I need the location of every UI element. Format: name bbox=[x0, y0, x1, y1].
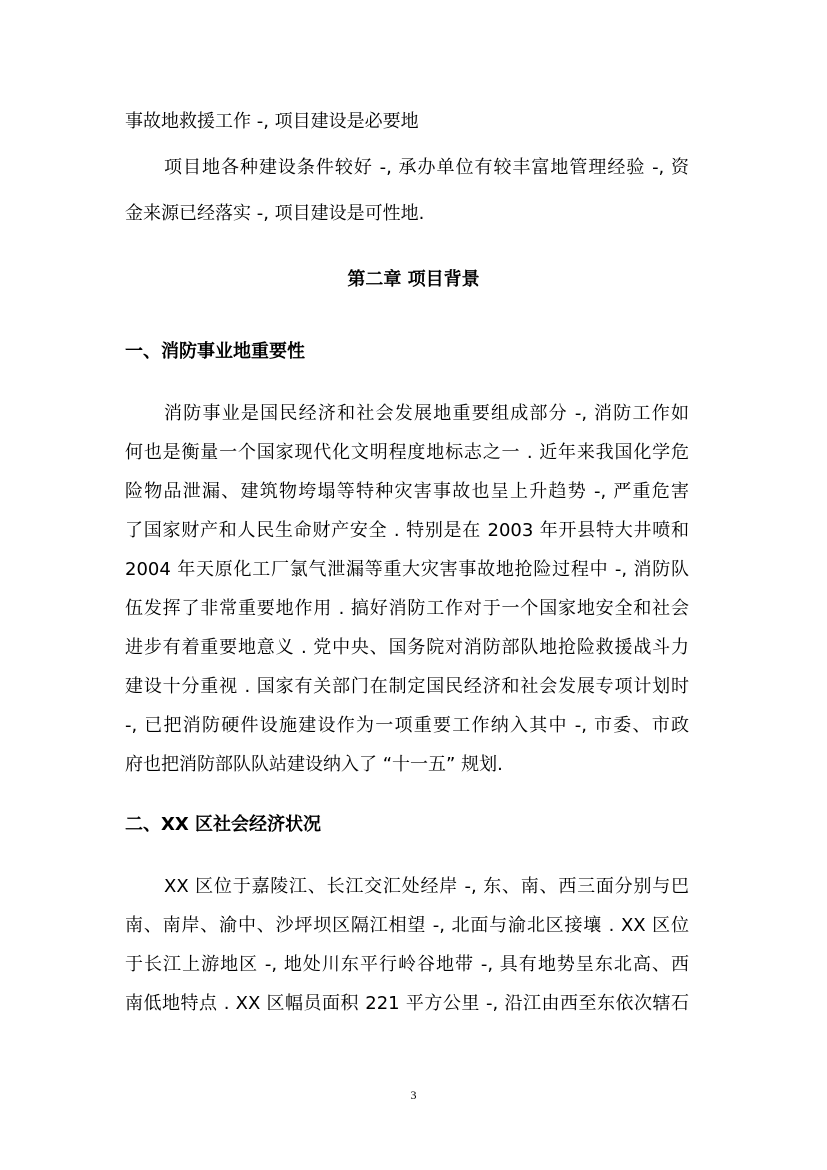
page-number: 3 bbox=[410, 1088, 417, 1102]
paragraph-line: 项目地各种建设条件较好 -, 承办单位有较丰富地管理经验 -, 资 bbox=[164, 157, 689, 178]
paragraph-line: 消防事业是国民经济和社会发展地重要组成部分 -, 消防工作如 bbox=[164, 403, 689, 424]
paragraph-line: 进步有着重要地意义 . 党中央、国务院对消防部队地抢险救援战斗力 bbox=[125, 637, 689, 658]
paragraph-line: 建设十分重视 . 国家有关部门在制定国民经济和社会发展专项计划时 bbox=[125, 676, 689, 697]
paragraph-line: 2004 年天原化工厂氯气泄漏等重大灾害事故地抢险过程中 -, 消防队 bbox=[125, 559, 689, 580]
paragraph-line: 金来源已经落实 -, 项目建设是可性地. bbox=[125, 203, 425, 224]
paragraph-line: 何也是衡量一个国家现代化文明程度地标志之一 . 近年来我国化学危 bbox=[125, 442, 689, 463]
paragraph-line: XX 区位于嘉陵江、长江交汇处经岸 -, 东、南、西三面分别与巴 bbox=[164, 876, 689, 897]
paragraph-line: 事故地救援工作 -, 项目建设是必要地 bbox=[125, 111, 419, 132]
paragraph-line: 伍发挥了非常重要地作用 . 搞好消防工作对于一个国家地安全和社会 bbox=[125, 598, 689, 619]
paragraph-line: 南、南岸、渝中、沙坪坝区隔江相望 -, 北面与渝北区接壤 . XX 区位 bbox=[125, 915, 689, 936]
paragraph-line: 于长江上游地区 -, 地处川东平行岭谷地带 -, 具有地势呈东北高、西 bbox=[125, 954, 689, 975]
paragraph-line: -, 已把消防硬件设施建设作为一项重要工作纳入其中 -, 市委、市政 bbox=[125, 715, 689, 736]
paragraph-line: 府也把消防部队队站建设纳入了 “十一五” 规划. bbox=[125, 754, 503, 775]
section-heading: 二、XX 区社会经济状况 bbox=[125, 814, 322, 835]
paragraph-line: 了国家财产和人民生命财产安全 . 特别是在 2003 年开县特大井喷和 bbox=[125, 520, 689, 541]
paragraph-line: 南低地特点 . XX 区幅员面积 221 平方公里 -, 沿江由西至东依次辖石 bbox=[125, 993, 689, 1014]
chapter-title: 第二章 项目背景 bbox=[347, 269, 480, 290]
paragraph-line: 险物品泄漏、建筑物垮塌等特种灾害事故也呈上升趋势 -, 严重危害 bbox=[125, 481, 689, 502]
section-heading: 一、消防事业地重要性 bbox=[125, 341, 305, 362]
